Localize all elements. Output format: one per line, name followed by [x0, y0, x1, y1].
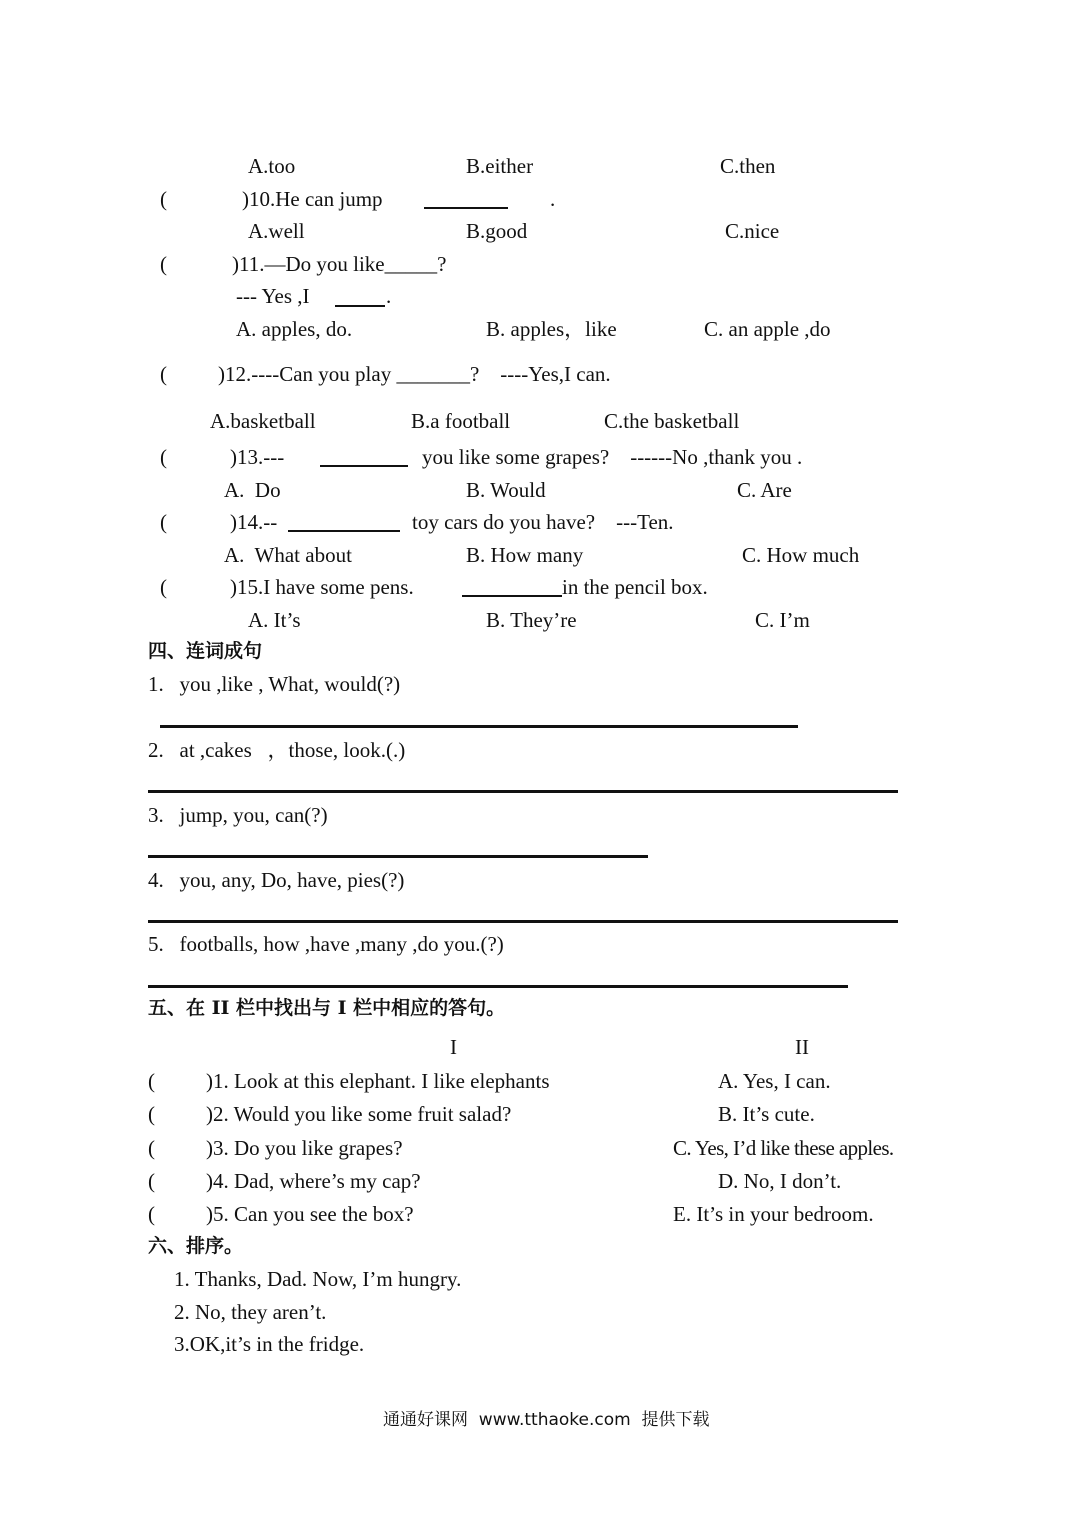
q11-stem: )11.—Do you like_____?: [232, 252, 447, 276]
match-question-5: )5. Can you see the box?: [206, 1202, 414, 1226]
q13-option-c: C. Are: [737, 478, 792, 502]
q13-paren: (: [160, 445, 167, 469]
q9-option-b: B.either: [466, 154, 534, 178]
match-paren-1: (: [148, 1069, 155, 1093]
q11-option-c: C. an apple ,do: [704, 317, 831, 341]
match-paren-2: (: [148, 1102, 155, 1126]
match-paren-4: (: [148, 1169, 155, 1193]
q15-option-a: A. It’s: [248, 608, 301, 632]
q10-end: .: [550, 187, 556, 211]
match-paren-5: (: [148, 1202, 155, 1226]
q10-paren: (: [160, 187, 167, 211]
q13-stem: )13.---: [230, 445, 285, 469]
match-answer-d: D. No, I don’t.: [718, 1169, 842, 1193]
q15-option-b: B. They’re: [486, 608, 577, 632]
q11-option-a: A. apples, do.: [236, 317, 353, 341]
q14-rest: toy cars do you have? ---Ten.: [412, 510, 674, 534]
page-footer: 通通好课网 www.tthaoke.com 提供下载: [383, 1410, 710, 1430]
match-question-4: )4. Dad, where’s my cap?: [206, 1169, 421, 1193]
section4-item-1: 1. you ,like , What, would(?): [148, 672, 401, 696]
q14-paren: (: [160, 510, 167, 534]
order-item-2: 2. No, they aren’t.: [174, 1300, 327, 1324]
q14-blank: [288, 530, 400, 532]
q10-stem: )10.He can jump: [242, 187, 383, 211]
match-answer-a: A. Yes, I can.: [718, 1069, 831, 1093]
answer-line-5: [148, 985, 848, 988]
section4-item-5: 5. footballs, how ,have ,many ,do you.(?): [148, 932, 504, 956]
q10-option-a: A.well: [248, 219, 305, 243]
match-answer-e: E. It’s in your bedroom.: [673, 1202, 874, 1226]
section6-title: 六、排序。: [148, 1235, 244, 1257]
section4-title: 四、连词成句: [148, 640, 263, 662]
q15-paren: (: [160, 575, 167, 599]
answer-line-3: [148, 855, 648, 858]
q14-option-a: A. What about: [224, 543, 352, 567]
match-paren-3: (: [148, 1136, 155, 1160]
q15-blank: [462, 595, 562, 597]
q15-rest: in the pencil box.: [562, 575, 708, 599]
column-2-header: II: [795, 1035, 809, 1059]
q13-rest: you like some grapes? ------No ,thank you .: [422, 445, 803, 469]
q10-option-c: C.nice: [725, 219, 780, 243]
q12-option-c: C.the basketball: [604, 409, 740, 433]
q11-paren: (: [160, 252, 167, 276]
q14-stem: )14.--: [230, 510, 278, 534]
q14-option-b: B. How many: [466, 543, 584, 567]
q12-stem: )12.----Can you play _______? ----Yes,I can.: [218, 362, 611, 386]
q11-answer: --- Yes ,I: [236, 284, 310, 308]
q12-option-a: A.basketball: [210, 409, 316, 433]
column-1-header: I: [450, 1035, 457, 1059]
answer-line-4: [148, 920, 898, 923]
q10-option-b: B.good: [466, 219, 528, 243]
q9-option-c: C.then: [720, 154, 776, 178]
section5-title: 五、在 II 栏中找出与 I 栏中相应的答句。: [148, 997, 506, 1019]
q12-option-b: B.a football: [411, 409, 511, 433]
q13-blank: [320, 465, 408, 467]
order-item-1: 1. Thanks, Dad. Now, I’m hungry.: [174, 1267, 462, 1291]
q13-option-a: A. Do: [224, 478, 281, 502]
section4-item-2: 2. at ,cakes ，those, look.(.): [148, 738, 406, 762]
match-answer-b: B. It’s cute.: [718, 1102, 815, 1126]
q11-blank: [335, 305, 385, 307]
order-item-3: 3.OK,it’s in the fridge.: [174, 1332, 365, 1356]
q11-option-b: B. apples，like: [486, 317, 617, 341]
q12-paren: (: [160, 362, 167, 386]
q15-option-c: C. I’m: [755, 608, 810, 632]
section4-item-3: 3. jump, you, can(?): [148, 803, 328, 827]
answer-line-1: [160, 725, 798, 728]
match-answer-c: C. Yes, I’d like these apples.: [673, 1136, 894, 1160]
section4-item-4: 4. you, any, Do, have, pies(?): [148, 868, 405, 892]
q15-stem: )15.I have some pens.: [230, 575, 414, 599]
match-question-3: )3. Do you like grapes?: [206, 1136, 403, 1160]
q9-option-a: A.too: [248, 154, 296, 178]
q11-end: .: [386, 284, 392, 308]
match-question-2: )2. Would you like some fruit salad?: [206, 1102, 512, 1126]
q13-option-b: B. Would: [466, 478, 546, 502]
match-question-1: )1. Look at this elephant. I like elephants: [206, 1069, 550, 1093]
q10-blank: [424, 207, 508, 209]
q14-option-c: C. How much: [742, 543, 860, 567]
answer-line-2: [148, 790, 898, 793]
